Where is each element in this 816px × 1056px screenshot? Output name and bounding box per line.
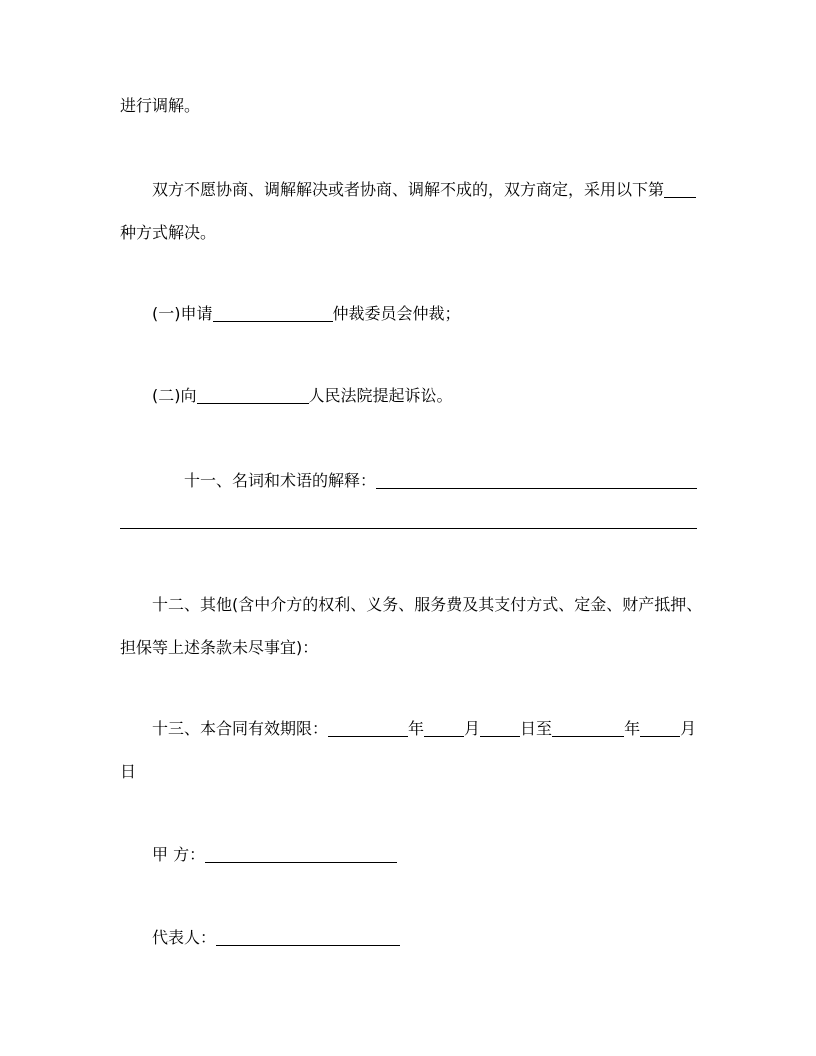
litigation-option-suffix: 人民法院提起诉讼。 (308, 386, 453, 405)
representative-blank (216, 928, 400, 946)
arbitration-option-prefix: (一)申请 (152, 304, 213, 323)
clause-12-line-1 (152, 595, 702, 615)
clause-12-line-2 (120, 638, 318, 658)
clause-12-text-line-1: 十二、其他(含中介方的权利、义务、服务费及其支付方式、定金、财产抵押、 (152, 595, 703, 614)
dispute-resolution-intro-line (152, 180, 696, 200)
litigation-option (152, 386, 453, 406)
mediation-tail-text: 进行调解。 (120, 96, 201, 115)
start-year-unit: 年 (408, 719, 425, 738)
dispute-resolution-continuation-text: 种方式解决。 (120, 223, 217, 242)
representative-signature-line (152, 928, 400, 948)
end-month-blank (640, 719, 680, 737)
clause-11-definitions-blank (376, 471, 697, 489)
arbitration-commission-blank (213, 304, 333, 322)
clause-13-heading: 十三、本合同有效期限： (152, 719, 329, 738)
litigation-option-prefix: (二)向 (152, 386, 197, 405)
end-day-unit: 日 (120, 762, 137, 781)
clause-11-line (184, 471, 697, 491)
end-year-blank (552, 719, 624, 737)
dispute-resolution-intro-text: 双方不愿协商、调解解决或者协商、调解不成的，双方商定，采用以下第 (152, 180, 665, 199)
arbitration-option (152, 304, 461, 324)
end-month-unit: 月 (680, 719, 697, 738)
party-a-label: 甲 方： (152, 845, 206, 864)
end-year-unit: 年 (624, 719, 641, 738)
mediation-paragraph-tail (120, 96, 200, 116)
clause-12-text-line-2: 担保等上述条款未尽事宜)： (120, 638, 319, 657)
party-a-signature-line (152, 845, 397, 865)
resolution-method-number-blank (664, 180, 696, 198)
clause-13-validity-period (152, 719, 696, 739)
representative-label: 代表人： (152, 928, 217, 947)
people-court-blank (197, 386, 309, 404)
clause-11-definitions-blank-line-2 (120, 528, 697, 529)
start-month-unit: 月 (464, 719, 481, 738)
arbitration-option-suffix: 仲裁委员会仲裁； (332, 304, 461, 323)
start-day-blank (480, 719, 520, 737)
start-month-blank (424, 719, 464, 737)
start-day-to: 日至 (520, 719, 553, 738)
party-a-blank (205, 845, 397, 863)
dispute-resolution-intro-continuation (120, 223, 216, 243)
start-year-blank (328, 719, 408, 737)
clause-13-day-end-line (120, 762, 136, 782)
clause-11-heading: 十一、名词和术语的解释： (184, 471, 377, 490)
